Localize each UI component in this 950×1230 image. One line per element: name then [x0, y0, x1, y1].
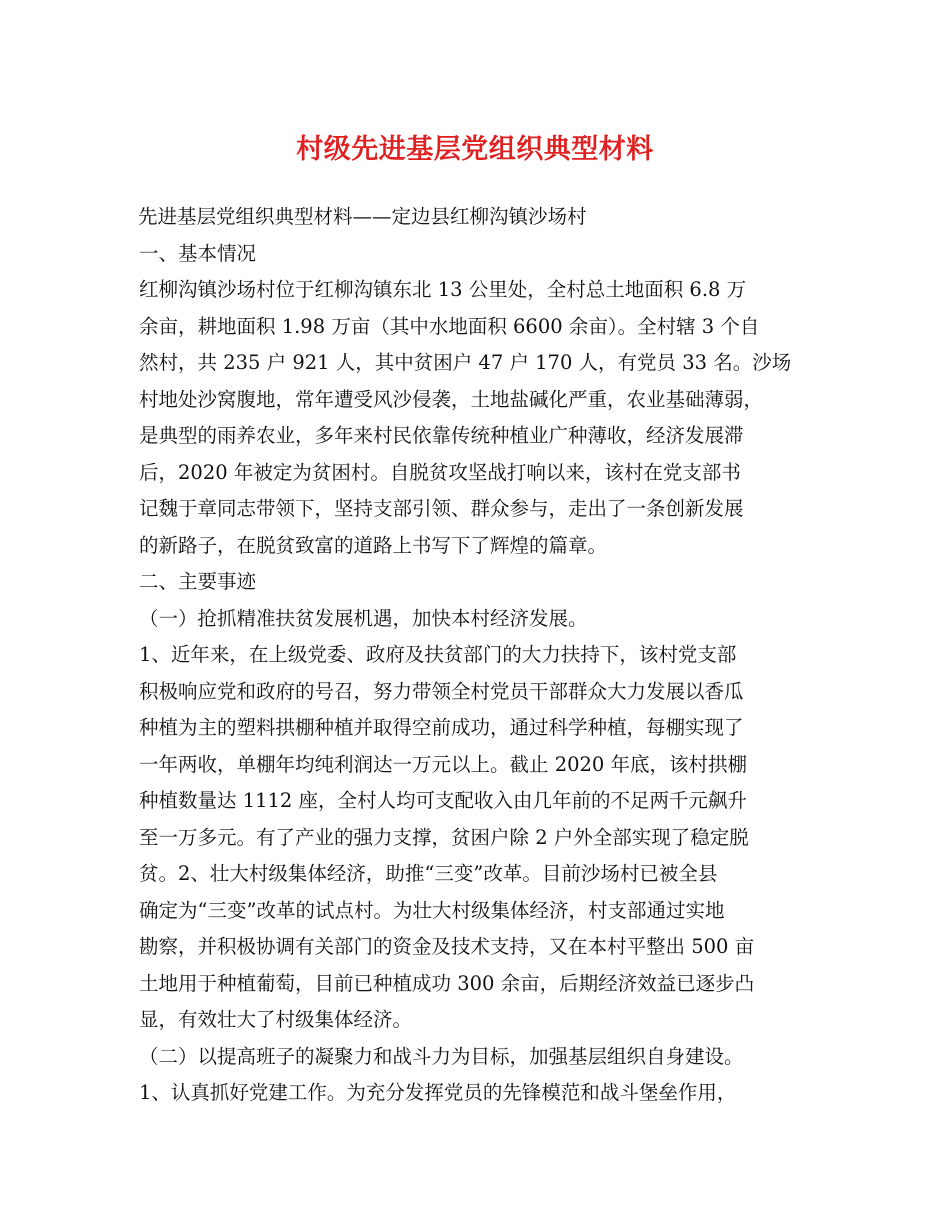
- paragraph-line: 勘察，并积极协调有关部门的资金及技术支持，又在本村平整出 500 亩: [139, 935, 755, 958]
- paragraph-line: 余亩，耕地面积 1.98 万亩（其中水地面积 6600 余亩）。全村辖 3 个自: [139, 314, 760, 338]
- paragraph-line: 种植数量达 1112 座，全村人均可支配收入由几年前的不足两千元飙升: [139, 789, 748, 812]
- paragraph-line: 显，有效壮大了村级集体经济。: [139, 1008, 413, 1031]
- document-body: [139, 199, 839, 1112]
- paragraph-line: 村地处沙窝腹地，常年遭受风沙侵袭，土地盐碱化严重，农业基础薄弱，: [139, 387, 764, 411]
- paragraph-line: 的新路子，在脱贫致富的道路上书写下了辉煌的篇章。: [139, 533, 608, 557]
- section-heading: 二、主要事迹: [139, 570, 257, 593]
- subtitle-line: 先进基层党组织典型材料——定边县红柳沟镇沙场村: [138, 205, 587, 228]
- paragraph-line: 至一万多元。有了产业的强力支撑，贫困户除 2 户外全部实现了稳定脱: [139, 825, 749, 849]
- paragraph-line: 确定为“三变”改革的试点村。为壮大村级集体经济，村支部通过实地: [139, 898, 725, 922]
- paragraph-line: 种植为主的塑料拱棚种植并取得空前成功，通过科学种植，每棚实现了: [139, 716, 744, 739]
- paragraph-line: 记魏于章同志带领下，坚持支部引领、群众参与，走出了一条创新发展: [139, 497, 744, 520]
- subsection-heading: （二）以提高班子的凝聚力和战斗力为目标，加强基层组织自身建设。: [139, 1044, 744, 1068]
- paragraph-line: 红柳沟镇沙场村位于红柳沟镇东北 13 公里处，全村总土地面积 6.8 万: [139, 278, 747, 301]
- paragraph-line: 一年两收，单棚年均纯利润达一万元以上。截止 2020 年底，该村拱棚: [139, 752, 748, 776]
- subsection-heading: （一）抢抓精准扶贫发展机遇，加快本村经济发展。: [139, 606, 588, 630]
- document-title: 村级先进基层党组织典型材料: [296, 134, 654, 165]
- paragraph-line: 然村，共 235 户 921 人，其中贫困户 47 户 170 人，有党员 33 名。沙场: [139, 351, 792, 374]
- paragraph-line: 1、近年来，在上级党委、政府及扶贫部门的大力扶持下，该村党支部: [139, 643, 737, 666]
- section-heading: 一、基本情况: [139, 241, 257, 265]
- paragraph-line: 土地用于种植葡萄，目前已种植成功 300 余亩，后期经济效益已逐步凸: [139, 971, 755, 995]
- paragraph-line: 积极响应党和政府的号召，努力带领全村党员干部群众大力发展以香瓜: [139, 679, 744, 703]
- paragraph-line: 1、认真抓好党建工作。为充分发挥党员的先锋模范和战斗堡垒作用，: [139, 1081, 737, 1104]
- paragraph-line: 贫。2、壮大村级集体经济，助推“三变”改革。目前沙场村已被全县: [139, 862, 718, 885]
- paragraph-line: 是典型的雨养农业，多年来村民依靠传统种植业广种薄收，经济发展滞: [139, 424, 744, 447]
- paragraph-line: 后，2020 年被定为贫困村。自脱贫攻坚战打响以来，该村在党支部书: [139, 460, 741, 484]
